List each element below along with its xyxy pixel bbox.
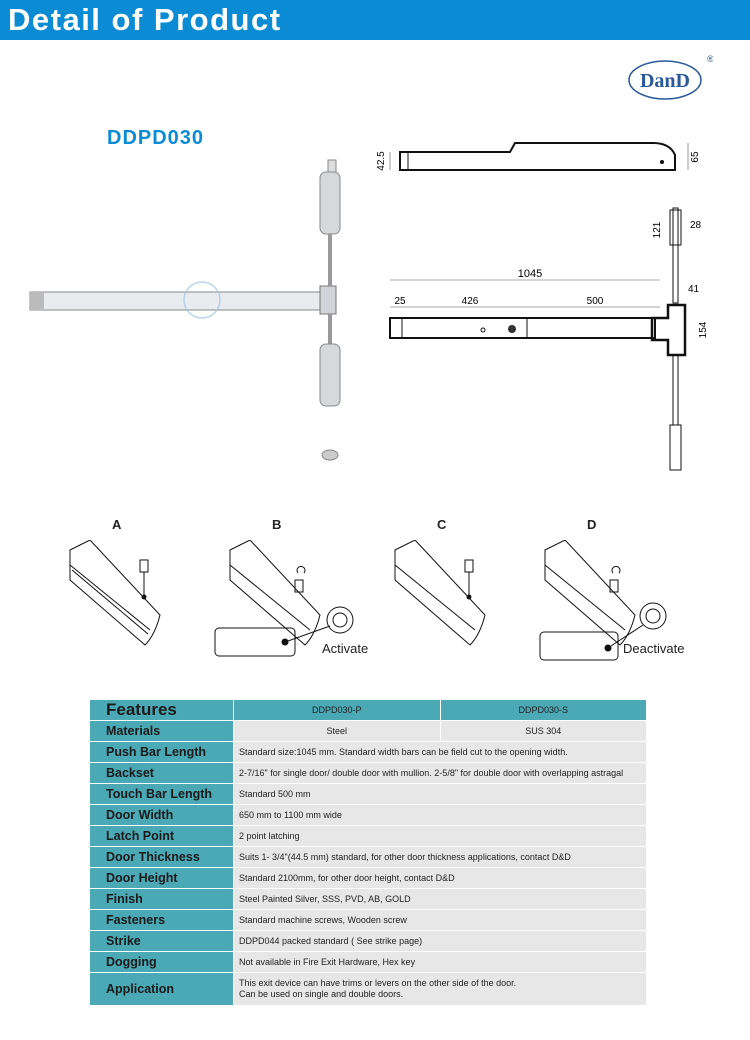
row-value: 650 mm to 1100 mm wide [234,805,646,825]
table-row [90,763,646,783]
table-row [90,868,646,888]
page-title: Detail of Product [8,2,282,37]
dand-logo [627,54,713,100]
table-row [90,973,646,1005]
row-label: Door Height [90,868,233,888]
row-value: Not available in Fire Exit Hardware, Hex key [234,952,646,972]
row-value: Standard 500 mm [234,784,646,804]
row-value-p: Steel [234,721,440,741]
table-row [90,952,646,972]
row-value: Standard size:1045 mm. Standard width bars can be field cut to the opening width. [234,742,646,762]
row-value: DDPD044 packed standard ( See strike page) [234,931,646,951]
application-line-1: This exit device can have trims or levers on the other side of the door. [239,978,517,988]
deactivate-caption: Deactivate [623,641,685,656]
row-label: Strike [90,931,233,951]
row-value-s: SUS 304 [441,721,647,741]
dim-41: 41 [688,284,700,295]
step-b-label: B [272,517,282,532]
dim-500: 500 [586,296,604,307]
svg-text:®: ® [707,54,713,64]
table-row [90,889,646,909]
activate-caption: Activate [322,641,369,656]
dim-121: 121 [652,221,663,239]
col-header-s: DDPD030-S [441,700,647,720]
header-banner [0,0,750,40]
features-table [90,700,646,1006]
row-label: Door Thickness [90,847,233,867]
col-header-p: DDPD030-P [234,700,440,720]
dim-1045: 1045 [517,268,543,280]
step-a-illustration [70,540,160,645]
row-label: Door Width [90,805,233,825]
step-illustrations [60,540,680,665]
table-row [90,805,646,825]
table-row [90,742,646,762]
step-a-label: A [112,517,122,532]
table-row [90,826,646,846]
step-d-label: D [587,517,597,532]
row-label: Backset [90,763,233,783]
side-view-drawing [370,140,710,180]
row-label: Fasteners [90,910,233,930]
row-label: Dogging [90,952,233,972]
row-value: 2 point latching [234,826,646,846]
row-value [234,973,646,1005]
application-line-2: Can be used on single and double doors. [239,989,404,999]
table-row [90,784,646,804]
row-label: Latch Point [90,826,233,846]
row-value: Standard machine screws, Wooden screw [234,910,646,930]
row-label: Touch Bar Length [90,784,233,804]
product-model: DDPD030 [107,127,205,149]
row-value: 2-7/16" for single door/ double door with mullion. 2-5/8" for double door with overlapping astragal [234,763,646,783]
row-label: Push Bar Length [90,742,233,762]
dim-42-5: 42.5 [376,151,387,171]
table-row [90,721,646,741]
row-value: Suits 1- 3/4"(44.5 mm) standard, for other door thickness applications, contact D&D [234,847,646,867]
row-value: Steel Painted Silver, SSS, PVD, AB, GOLD [234,889,646,909]
step-c-illustration [395,540,485,645]
table-row [90,847,646,867]
dim-426: 426 [461,296,479,307]
dim-25: 25 [394,296,406,307]
row-label: Finish [90,889,233,909]
row-label: Application [90,973,233,1005]
row-label: Materials [90,721,233,741]
table-header-row [90,700,646,720]
dim-154: 154 [698,321,709,339]
svg-text:DanD: DanD [639,70,691,92]
table-row [90,910,646,930]
step-c-label: C [437,517,447,532]
row-value: Standard 2100mm, for other door height, contact D&D [234,868,646,888]
front-view-drawing [370,190,710,480]
features-heading: Features [90,700,233,720]
dim-28: 28 [690,220,702,231]
table-row [90,931,646,951]
step-b-illustration [215,540,353,656]
product-photo [20,150,360,470]
dim-65: 65 [690,151,701,163]
